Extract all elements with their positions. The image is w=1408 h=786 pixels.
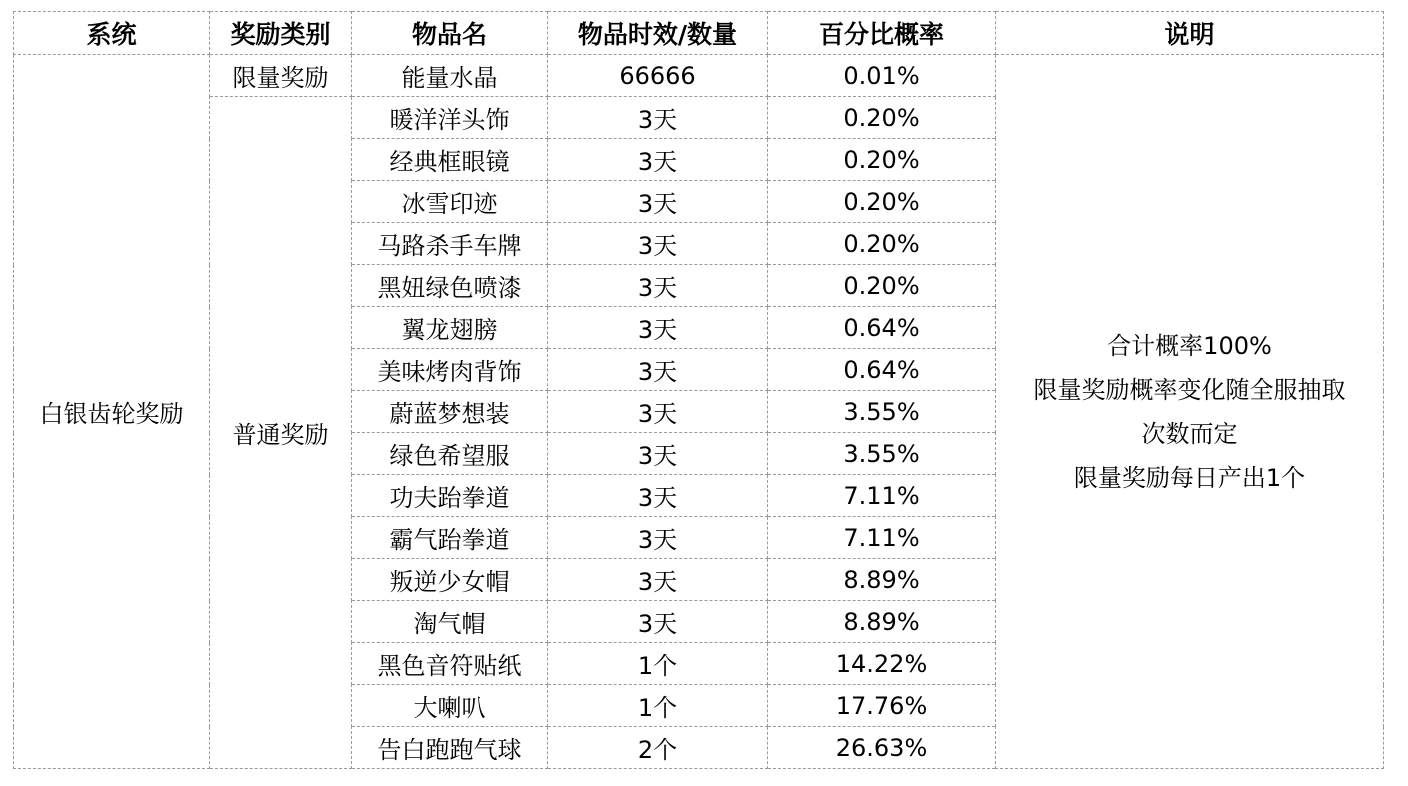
- rate-cell: 0.20%: [768, 139, 996, 181]
- description-line: 合计概率100%: [1107, 331, 1272, 360]
- description-cell: [996, 55, 1384, 769]
- rate-cell: 26.63%: [768, 727, 996, 769]
- header-row: [14, 12, 1384, 55]
- duration-cell: 3天: [548, 223, 768, 265]
- rate-cell: 0.64%: [768, 307, 996, 349]
- rate-cell: 8.89%: [768, 559, 996, 601]
- item-name-cell: 黑妞绿色喷漆: [352, 265, 548, 307]
- duration-cell: 1个: [548, 643, 768, 685]
- item-name-cell: 大喇叭: [352, 685, 548, 727]
- rate-cell: 7.11%: [768, 517, 996, 559]
- duration-cell: 3天: [548, 307, 768, 349]
- header-probability: 百分比概率: [768, 12, 996, 55]
- item-name-cell: 冰雪印迹: [352, 181, 548, 223]
- rate-cell: 14.22%: [768, 643, 996, 685]
- duration-cell: 3天: [548, 517, 768, 559]
- reward-rate-table: [13, 11, 1384, 769]
- duration-cell: 1个: [548, 685, 768, 727]
- header-system: 系统: [14, 12, 210, 55]
- item-name-cell: 翼龙翅膀: [352, 307, 548, 349]
- item-name-cell: 叛逆少女帽: [352, 559, 548, 601]
- header-duration-quantity: 物品时效/数量: [548, 12, 768, 55]
- table-row: [14, 55, 1384, 97]
- duration-cell: 66666: [548, 55, 768, 97]
- rate-cell: 7.11%: [768, 475, 996, 517]
- description-line: 次数而定: [1141, 419, 1238, 448]
- rate-cell: 0.20%: [768, 265, 996, 307]
- rate-cell: 8.89%: [768, 601, 996, 643]
- item-name-cell: 霸气跆拳道: [352, 517, 548, 559]
- duration-cell: 3天: [548, 139, 768, 181]
- rate-cell: 3.55%: [768, 391, 996, 433]
- header-reward-category: 奖励类别: [210, 12, 352, 55]
- item-name-cell: 经典框眼镜: [352, 139, 548, 181]
- duration-cell: 3天: [548, 559, 768, 601]
- description-line: 限量奖励每日产出1个: [1073, 463, 1306, 492]
- duration-cell: 3天: [548, 433, 768, 475]
- item-name-cell: 暖洋洋头饰: [352, 97, 548, 139]
- header-description: 说明: [996, 12, 1384, 55]
- rate-cell: 3.55%: [768, 433, 996, 475]
- category-limited-cell: 限量奖励: [210, 55, 352, 97]
- category-normal-cell: 普通奖励: [210, 97, 352, 769]
- item-name-cell: 马路杀手车牌: [352, 223, 548, 265]
- item-name-cell: 黑色音符贴纸: [352, 643, 548, 685]
- duration-cell: 3天: [548, 475, 768, 517]
- rate-cell: 17.76%: [768, 685, 996, 727]
- duration-cell: 3天: [548, 97, 768, 139]
- item-name-cell: 告白跑跑气球: [352, 727, 548, 769]
- duration-cell: 3天: [548, 181, 768, 223]
- item-name-cell: 绿色希望服: [352, 433, 548, 475]
- duration-cell: 2个: [548, 727, 768, 769]
- item-name-cell: 功夫跆拳道: [352, 475, 548, 517]
- item-name-cell: 美味烤肉背饰: [352, 349, 548, 391]
- item-name-cell: 蔚蓝梦想装: [352, 391, 548, 433]
- rate-cell: 0.20%: [768, 181, 996, 223]
- duration-cell: 3天: [548, 601, 768, 643]
- item-name-cell: 淘气帽: [352, 601, 548, 643]
- item-name-cell: 能量水晶: [352, 55, 548, 97]
- description-line: 限量奖励概率变化随全服抽取: [1033, 375, 1346, 404]
- duration-cell: 3天: [548, 349, 768, 391]
- rate-cell: 0.01%: [768, 55, 996, 97]
- rate-cell: 0.20%: [768, 97, 996, 139]
- duration-cell: 3天: [548, 265, 768, 307]
- duration-cell: 3天: [548, 391, 768, 433]
- rate-cell: 0.64%: [768, 349, 996, 391]
- rate-cell: 0.20%: [768, 223, 996, 265]
- system-cell: 白银齿轮奖励: [14, 55, 210, 769]
- header-item-name: 物品名: [352, 12, 548, 55]
